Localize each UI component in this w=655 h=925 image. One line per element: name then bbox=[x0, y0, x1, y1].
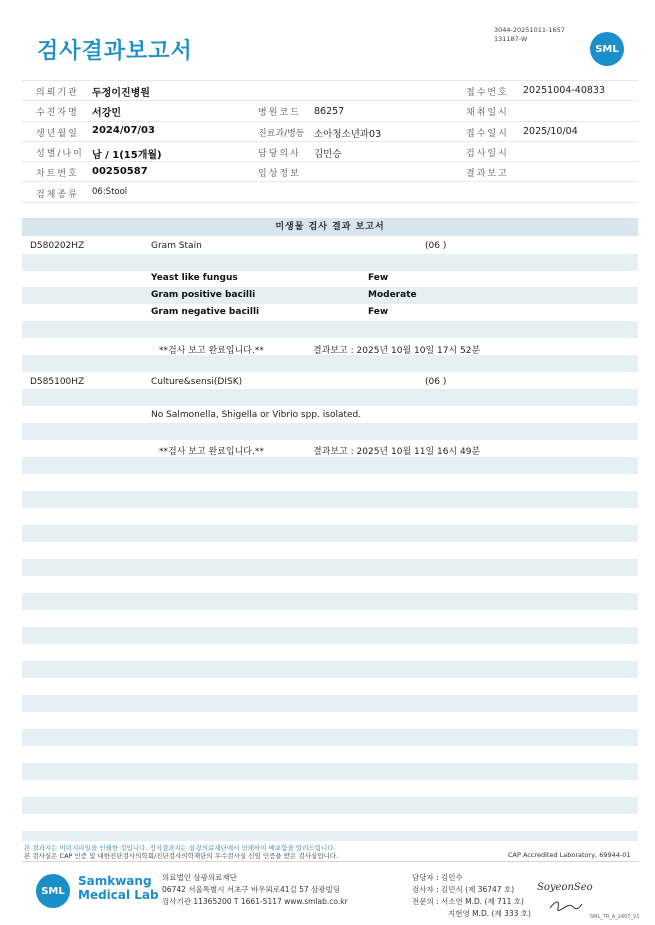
certification-text: 본 검사실은 CAP 인증 및 대한진단검사의학회/진단검사의학재단의 우수검사실 신임 인증을 받은 검사실입니다. bbox=[24, 852, 339, 860]
row-band bbox=[22, 389, 638, 406]
specimen-code: (06 ) bbox=[425, 241, 447, 251]
clinical-info-label: 임상정보 bbox=[258, 169, 301, 179]
dob-value: 2024/07/03 bbox=[92, 125, 155, 136]
report-complete-text: **검사 보고 완료입니다.** bbox=[159, 447, 264, 457]
divider bbox=[22, 141, 638, 142]
divider bbox=[22, 161, 638, 162]
report-time: 결과보고 : 2025년 10월 10일 17시 52분 bbox=[313, 346, 481, 356]
report-complete-text: **검사 보고 완료입니다.** bbox=[159, 346, 264, 356]
test-name: Gram Stain bbox=[151, 241, 202, 251]
signature-image: SoyeonSeo bbox=[537, 882, 593, 893]
doctor-label: 담당의사 bbox=[258, 149, 301, 159]
sml-logo: SML bbox=[36, 874, 70, 908]
department-value: 소아청소년과03 bbox=[314, 129, 382, 140]
row-band bbox=[22, 525, 638, 542]
document-id-line1: 3044-20251011-1657 bbox=[494, 26, 565, 34]
row-band bbox=[22, 729, 638, 746]
sex-age-label: 성별/나이 bbox=[36, 149, 84, 159]
report-section-title: 미생물 검사 결과 보고서 bbox=[22, 218, 638, 236]
requester-value: 두정이진병원 bbox=[92, 88, 150, 99]
sex-age-value: 남 / 1(15개월) bbox=[92, 150, 162, 161]
row-band bbox=[22, 254, 638, 271]
specimen-code: (06 ) bbox=[425, 377, 447, 387]
name-value: 서강민 bbox=[92, 108, 121, 119]
receipt-date-value: 2025/10/04 bbox=[523, 126, 578, 137]
hospital-code-value: 86257 bbox=[314, 106, 345, 117]
document-id bbox=[494, 26, 565, 44]
row-band bbox=[22, 457, 638, 474]
department-label: 진료과/병동 bbox=[258, 129, 305, 139]
row-band bbox=[22, 831, 638, 841]
specialist-1: 전문의 : 서소연 M.D. (제 711 호) bbox=[412, 897, 524, 906]
specialist-2: 지현영 M.D. (제 333 호) bbox=[448, 909, 531, 918]
row-band bbox=[22, 355, 638, 372]
organism-amount: Few bbox=[368, 273, 389, 283]
brand-line2: Medical Lab bbox=[78, 888, 159, 902]
test-name: Culture&sensi(DISK) bbox=[151, 377, 243, 387]
divider bbox=[22, 121, 638, 122]
brand-name bbox=[78, 874, 159, 902]
footer-divider bbox=[22, 861, 638, 862]
divider bbox=[22, 181, 638, 182]
hospital-code-label: 병원코드 bbox=[258, 108, 301, 118]
row-band bbox=[22, 627, 638, 644]
dob-label: 생년월일 bbox=[36, 129, 79, 139]
row-band bbox=[22, 321, 638, 338]
organization-info bbox=[162, 872, 348, 908]
row-band bbox=[22, 287, 638, 304]
row-band bbox=[22, 559, 638, 576]
row-band bbox=[22, 593, 638, 610]
organism-name: Gram positive bacilli bbox=[151, 290, 256, 300]
organism-amount: Few bbox=[368, 307, 389, 317]
divider bbox=[22, 202, 638, 203]
cap-accreditation: CAP Accredited Laboratory, 69944-01 bbox=[508, 851, 631, 859]
org-name: 의료법인 삼광의료재단 bbox=[162, 873, 237, 882]
page-title: 검사결과보고서 bbox=[37, 39, 193, 64]
brand-line1: Samkwang bbox=[78, 874, 152, 888]
receipt-no-value: 20251004-40833 bbox=[523, 85, 606, 96]
form-code: SML_TR_A_2407_V1 bbox=[590, 914, 640, 920]
report-time: 결과보고 : 2025년 10월 11일 16시 49분 bbox=[313, 447, 481, 457]
name-label: 수진자명 bbox=[36, 108, 79, 118]
test-code: D585100HZ bbox=[30, 377, 85, 387]
doctor-value: 김민승 bbox=[314, 149, 342, 160]
receipt-no-label: 접수번호 bbox=[466, 88, 509, 98]
document-id-line2: 131187-W bbox=[494, 35, 528, 43]
org-address: 06742 서울특별시 서초구 바우뫼로41길 57 삼광빌딩 bbox=[162, 885, 341, 894]
culture-result: No Salmonella, Shigella or Vibrio spp. isolated. bbox=[151, 410, 362, 420]
specimen-value: 06:Stool bbox=[92, 187, 128, 197]
sml-logo: SML bbox=[590, 32, 624, 66]
result-report-label: 결과보고 bbox=[466, 169, 509, 179]
image-notice: 본 결과지는 이미지파일을 인쇄한 것입니다. 정식결과지는 삼광의료재단에서 인쇄하여 배포함을 알려드립니다. bbox=[24, 844, 336, 852]
specimen-label: 검체종류 bbox=[36, 190, 79, 200]
row-band bbox=[22, 797, 638, 814]
divider bbox=[22, 100, 638, 101]
organism-amount: Moderate bbox=[368, 290, 417, 300]
examiner: 검사자 : 김민식 (제 36747 호) bbox=[412, 885, 515, 894]
row-band bbox=[22, 661, 638, 678]
divider bbox=[22, 80, 638, 81]
organism-name: Yeast like fungus bbox=[151, 273, 238, 283]
chart-no-label: 차트번호 bbox=[36, 169, 79, 179]
staff-info bbox=[412, 872, 531, 920]
chart-no-value: 00250587 bbox=[92, 166, 148, 177]
organism-name: Gram negative bacilli bbox=[151, 307, 260, 317]
collection-date-label: 채취일시 bbox=[466, 108, 509, 118]
signature-image bbox=[548, 898, 584, 912]
org-contact: 검사기관 11365200 T 1661-5117 www.smlab.co.kr bbox=[162, 897, 348, 906]
row-band bbox=[22, 423, 638, 440]
row-band bbox=[22, 491, 638, 508]
row-band bbox=[22, 763, 638, 780]
manager: 담당자 : 김민수 bbox=[412, 873, 463, 882]
test-code: D580202HZ bbox=[30, 241, 85, 251]
row-band bbox=[22, 695, 638, 712]
receipt-date-label: 접수일시 bbox=[466, 129, 509, 139]
test-date-label: 검사일시 bbox=[466, 149, 509, 159]
requester-label: 의뢰기관 bbox=[36, 88, 79, 98]
